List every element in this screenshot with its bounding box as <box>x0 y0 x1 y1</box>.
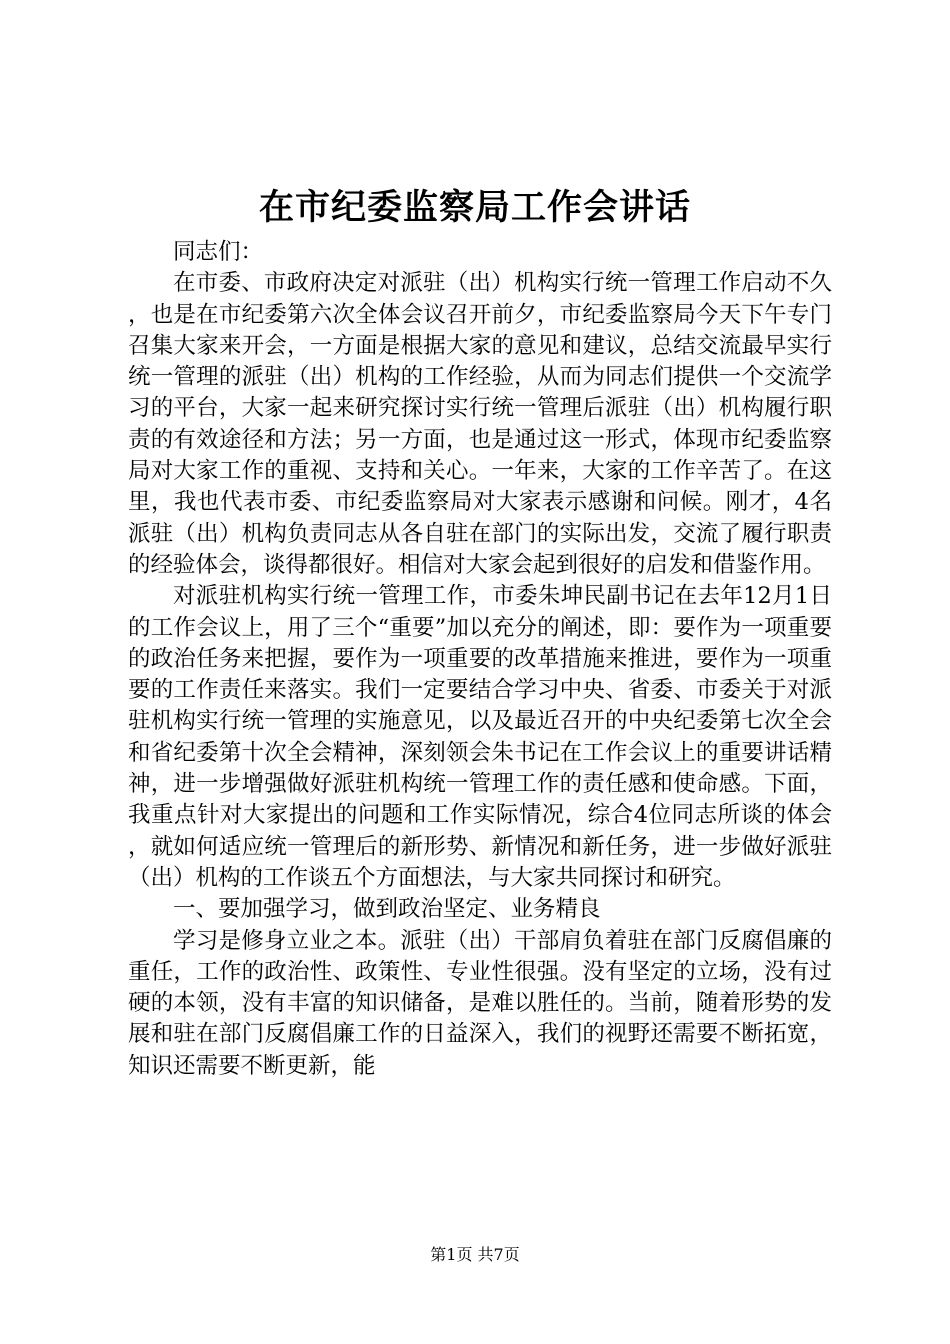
document-title: 在市纪委监察局工作会讲话 <box>258 187 691 228</box>
body-paragraph: 对派驻机构实行统一管理工作，市委朱坤民副书记在去年12月1日的工作会议上，用了三个“重要”加以充分的阐述，即：要作为一项重要的政治任务来把握，要作为一项重要的改革措施来推进，要作为一项重要的工作责任来落实。我们一定要结合学习中央、省委、市委关于对派驻机构实行统一管理的实施意见，以及最近召开的中央纪委第七次全会和省纪委第十次全会精神，深刻领会朱书记在工作会议上的重要讲话精神，进一步增强做好派驻机构统一管理工作的责任感和使命感。下面，我重点针对大家提出的问题和工作实际情况，综合4位同志所谈的体会，就如何适应统一管理后的新形势、新情况和新任务，进一步做好派驻（出）机构的工作谈五个方面想法，与大家共同探讨和研究。 <box>128 583 832 891</box>
body-paragraph: 在市委、市政府决定对派驻（出）机构实行统一管理工作启动不久，也是在市纪委第六次全体会议召开前夕，市纪委监察局今天下午专门召集大家来开会，一方面是根据大家的意见和建议，总结交流最早实行统一管理的派驻（出）机构的工作经验，从而为同志们提供一个交流学习的平台，大家一起来研究探讨实行统一管理后派驻（出）机构履行职责的有效途径和方法；另一方面，也是通过这一形式，体现市纪委监察局对大家工作的重视、支持和关心。一年来，大家的工作辛苦了。在这里，我也代表市委、市纪委监察局对大家表示感谢和问候。刚才，4名派驻（出）机构负责同志从各自驻在部门的实际出发，交流了履行职责的经验体会，谈得都很好。相信对大家会起到很好的启发和借鉴作用。 <box>128 270 832 578</box>
body-paragraph: 学习是修身立业之本。派驻（出）干部肩负着驻在部门反腐倡廉的重任，工作的政治性、政策性、专业性很强。没有坚定的立场，没有过硬的本领，没有丰富的知识储备，是难以胜任的。当前，随着形势的发展和驻在部门反腐倡廉工作的日益深入，我们的视野还需要不断拓宽，知识还需要不断更新，能 <box>128 927 832 1079</box>
salutation-paragraph: 同志们： <box>173 239 264 265</box>
section-heading: 一、要加强学习，做到政治坚定、业务精良 <box>173 896 601 923</box>
page-footer: 第1页 共7页 <box>430 1245 520 1264</box>
document-body <box>128 237 832 1082</box>
